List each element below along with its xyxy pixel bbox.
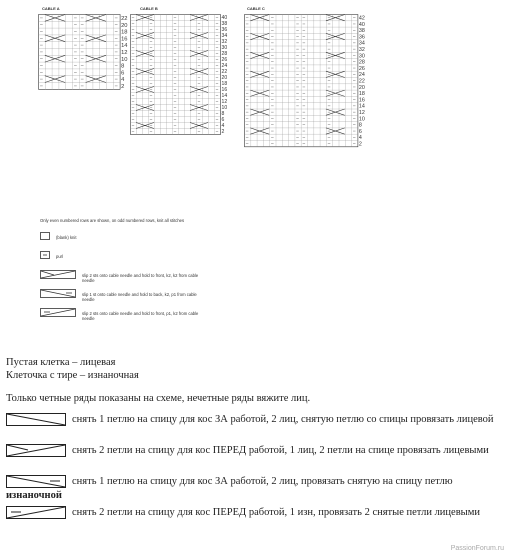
legend-cable-3: [40, 308, 340, 322]
row-number: 38: [358, 28, 365, 35]
cable-front-p1-icon: [40, 308, 76, 317]
cable-front-p1-icon: [6, 506, 66, 519]
row-number: 16: [221, 87, 228, 94]
row-number: 10: [221, 105, 228, 112]
row-number: 32: [221, 39, 228, 46]
row-number: 24: [358, 72, 365, 79]
ru-note-text: Только четные ряды показаны на схеме, нечетные ряды вяжите лиц.: [6, 393, 311, 404]
legend-english: [40, 218, 340, 327]
row-number: 40: [358, 21, 365, 28]
row-number: 2: [221, 129, 225, 136]
row-number: 34: [221, 33, 228, 40]
row-number: 6: [221, 117, 225, 124]
row-number: 20: [121, 22, 128, 29]
row-number: 28: [221, 51, 228, 58]
row-number: 34: [358, 40, 365, 47]
ru-dash-label: Клеточка с тире – изнаночная: [6, 370, 139, 381]
legend-note: Only even numbered rows are shown, on odd numbered rows, knit all stitches: [40, 218, 185, 223]
row-number: 14: [221, 93, 228, 100]
ru-row-3-text: снять 1 петлю на спицу для кос ЗА работой, 2 лиц, провязать снятую на спицу петлю: [72, 476, 453, 487]
row-number: 12: [221, 99, 228, 106]
ru-row-4-text: снять 2 петли на спицу для кос ПЕРЕД работой, 1 изн, провязать 2 снятые петли лицевыми: [72, 507, 480, 518]
row-number: 18: [221, 81, 228, 88]
row-number: 8: [358, 122, 362, 129]
legend-cable-2: [40, 289, 340, 303]
row-number: 10: [121, 56, 128, 63]
row-number: 28: [358, 59, 365, 66]
ru-row-3: [6, 475, 498, 503]
ru-blank-label: Пустая клетка – лицевая: [6, 357, 116, 368]
row-number: 4: [358, 135, 362, 142]
legend-knit: [40, 232, 340, 246]
row-number: 30: [221, 45, 228, 52]
row-number: 22: [121, 16, 128, 22]
row-number: 10: [358, 116, 365, 123]
row-number: 4: [221, 123, 225, 130]
row-number: 24: [221, 63, 228, 70]
row-number: 18: [358, 91, 365, 98]
row-number: 26: [221, 57, 228, 64]
legend-cable-2-label: slip 1 st onto cable needle and hold to back, k2, p1 from cable needle: [82, 292, 197, 302]
cable-back-p1-icon: [40, 289, 76, 298]
row-number: 40: [221, 15, 228, 22]
chart-c-title: CABLE C: [247, 6, 265, 11]
cable-front-k1-icon: [6, 444, 66, 457]
row-number: 2: [358, 141, 362, 148]
legend-cable-1-label: slip 2 sts onto cable needle and hold to front, k2, k2 from cable needle: [82, 273, 199, 283]
ru-row-1-text: снять 1 петлю на спицу для кос ЗА работой, 2 лиц, снятую петлю со спицы провязать лицевой: [72, 414, 494, 425]
legend-cable-3-label: slip 2 sts onto cable needle and hold to front, p1, k2 from cable needle: [82, 311, 199, 321]
chart-a-title: CABLE A: [42, 6, 60, 11]
row-number: 36: [221, 27, 228, 34]
cable-front-k2-icon: [40, 270, 76, 279]
row-number: 2: [121, 84, 125, 90]
chart-b-title: CABLE B: [140, 6, 158, 11]
purl-symbol-icon: [40, 251, 50, 259]
ru-row-4: [6, 506, 498, 520]
row-number: 14: [121, 43, 128, 50]
row-number: 22: [221, 69, 228, 76]
watermark: PassionForum.ru: [450, 545, 504, 552]
legend-purl-label: purl: [56, 254, 63, 259]
row-number: 32: [358, 47, 365, 53]
cable-c-chart: [244, 14, 370, 214]
row-number: 42: [358, 15, 365, 22]
ru-row-2-text: снять 2 петли на спицу для кос ПЕРЕД работой, 1 лиц, 2 петли на спице провязать лицевыми: [72, 445, 489, 456]
knit-symbol-icon: [40, 232, 50, 240]
row-number: 12: [358, 110, 365, 116]
row-number: 20: [358, 84, 365, 91]
row-number: 26: [358, 65, 365, 72]
ru-row-3-bold: изнаночной: [6, 490, 62, 501]
ru-row-2: [6, 444, 498, 458]
row-number: 8: [121, 63, 125, 70]
cable-a-chart: [38, 14, 133, 94]
row-number: 36: [358, 34, 365, 41]
cable-b-chart: [130, 14, 242, 139]
row-number: 38: [221, 21, 228, 28]
row-number: 16: [358, 97, 365, 104]
cable-back-p1-icon: [6, 475, 66, 488]
row-number: 22: [358, 78, 365, 85]
legend-cable-1: [40, 270, 340, 284]
legend-purl: [40, 251, 340, 265]
ru-row-1: [6, 413, 498, 427]
legend-knit-label: (blank) knit: [56, 235, 77, 240]
ru-note: [6, 392, 496, 405]
row-number: 6: [121, 70, 125, 77]
row-number: 16: [121, 36, 128, 43]
cable-back-k2-icon: [6, 413, 66, 426]
row-number: 4: [121, 77, 125, 84]
row-number: 18: [121, 29, 128, 36]
row-number: 12: [121, 50, 128, 56]
legend-russian-top: [6, 356, 496, 382]
row-number: 8: [221, 111, 225, 118]
row-number: 20: [221, 75, 228, 82]
row-number: 6: [358, 128, 362, 135]
row-number: 30: [358, 53, 365, 60]
row-number: 14: [358, 103, 365, 110]
